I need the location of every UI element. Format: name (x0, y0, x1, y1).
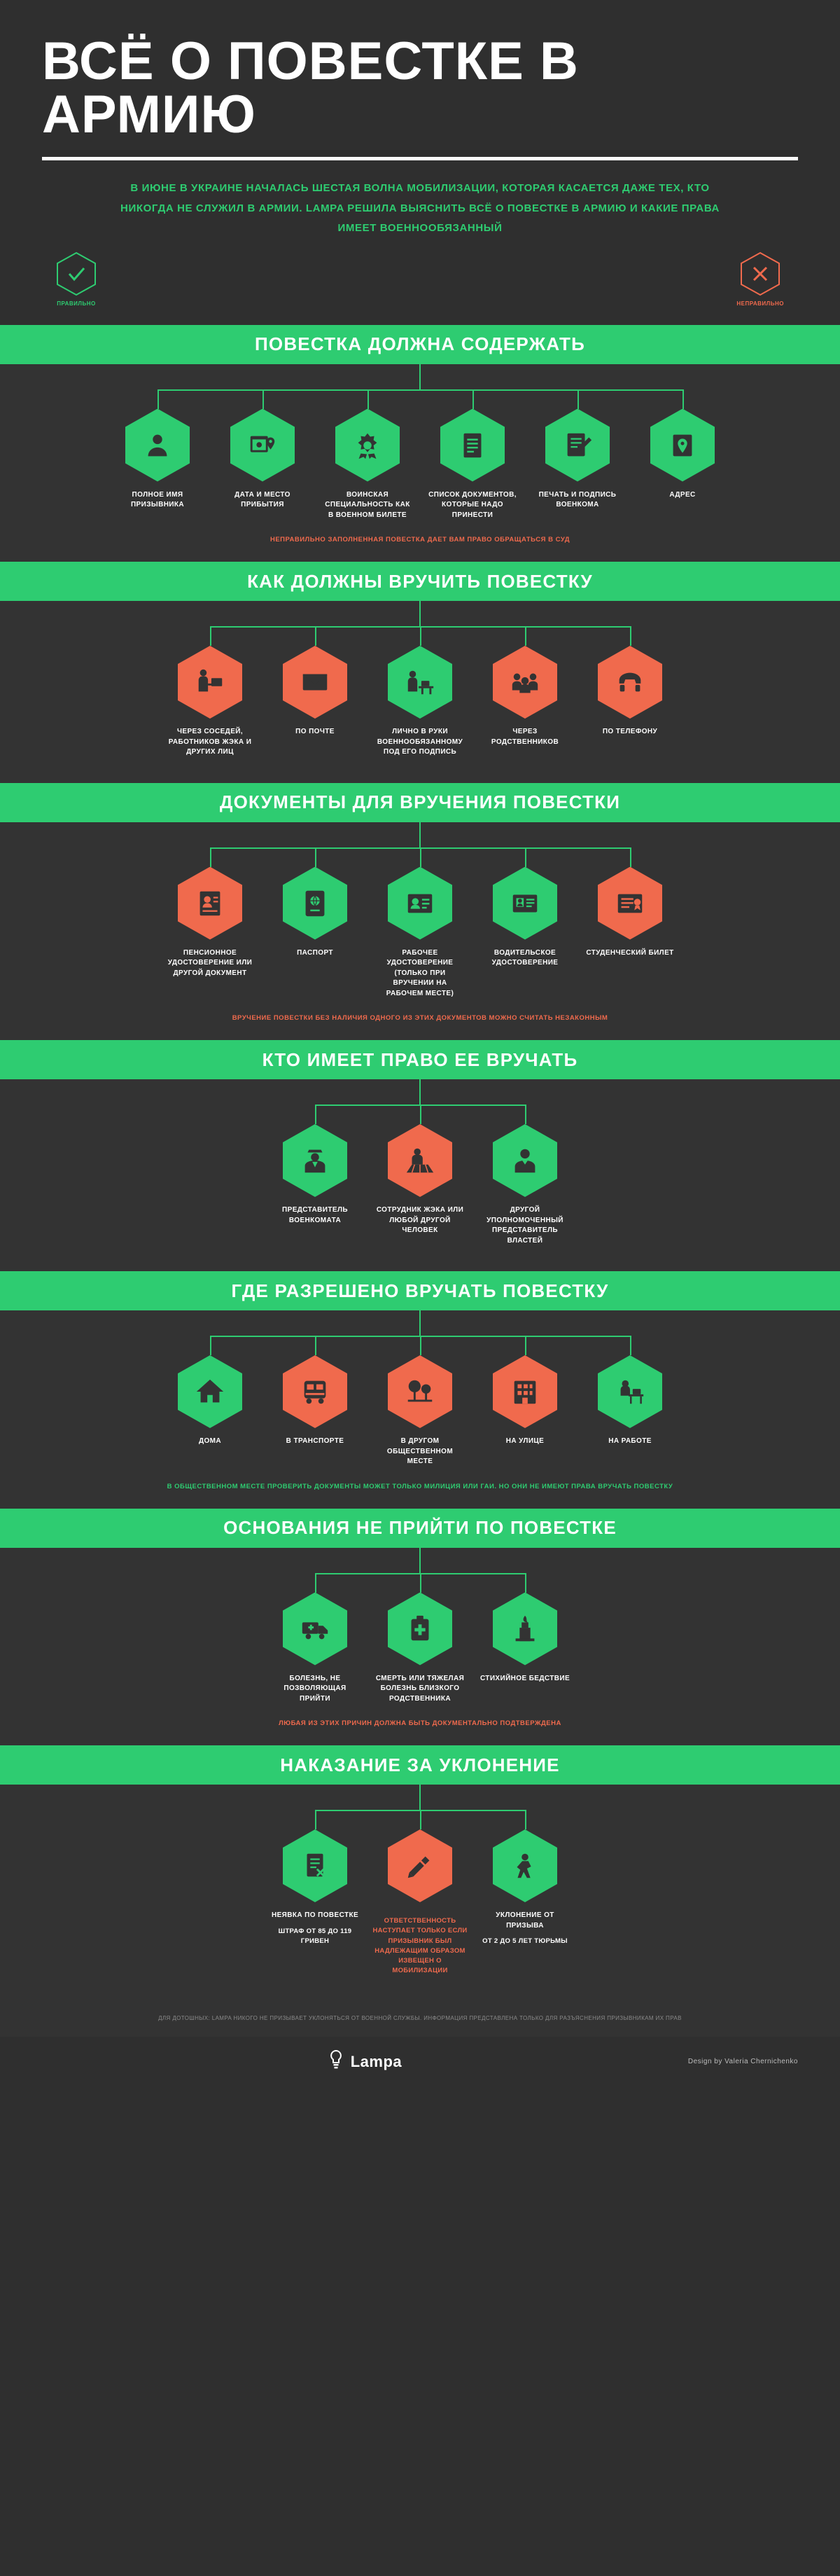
connector-rail (0, 1336, 840, 1355)
brand (328, 2049, 402, 2074)
relatives-icon (493, 646, 557, 719)
item-office-desk (578, 1355, 682, 1447)
item-label: ДОМА (198, 1437, 222, 1445)
legend-correct-hex-icon (56, 251, 97, 296)
item-label: НА РАБОТЕ (608, 1437, 652, 1445)
item-sublabel: ОТ 2 ДО 5 ЛЕТ ТЮРЬМЫ (482, 1937, 568, 1945)
item-evasion (472, 1829, 578, 1946)
item-label: В ТРАНСПОРТЕ (286, 1437, 344, 1445)
section-spacer (0, 758, 840, 776)
section-banner (0, 1271, 840, 1310)
item-stamp-signature (525, 409, 630, 511)
item-label: БОЛЕЗНЬ, НЕ ПОЗВОЛЯЮЩАЯ ПРИЙТИ (284, 1674, 346, 1703)
item-label: ДРУГОЙ УПОЛНОМОЧЕННЫЙ ПРЕДСТАВИТЕЛЬ ВЛАСТЕЙ (486, 1206, 564, 1245)
item-label: ПРЕДСТАВИТЕЛЬ ВОЕНКОМАТА (282, 1206, 348, 1224)
item-street-building (472, 1355, 578, 1447)
item-label: В ДРУГОМ ОБЩЕСТВЕННОМ МЕСТЕ (386, 1437, 454, 1465)
handing-in-person-icon (388, 646, 452, 719)
section-title: КАК ДОЛЖНЫ ВРУЧИТЬ ПОВЕСТКУ (247, 570, 593, 592)
section-5 (0, 1271, 840, 1509)
section-note: ВРУЧЕНИЕ ПОВЕСТКИ БЕЗ НАЛИЧИЯ ОДНОГО ИЗ ЭТИХ ДОКУМЕНТОВ МОЖНО СЧИТАТЬ НЕЗАКОННЫМ (232, 1014, 608, 1022)
person-icon (125, 409, 190, 482)
house-icon (178, 1355, 242, 1428)
section-banner (0, 1040, 840, 1079)
item-student-card (578, 867, 682, 959)
calendar-location-icon (230, 409, 295, 482)
item-calendar-location (210, 409, 315, 511)
items-row (0, 409, 840, 521)
item-label: ПОЛНОЕ ИМЯ ПРИЗЫВНИКА (130, 490, 185, 508)
design-credit: Design by Valeria Chernichenko (687, 2058, 798, 2066)
section-banner (0, 1745, 840, 1785)
item-label: ПЕНСИОННОЕ УДОСТОВЕРЕНИЕ ИЛИ ДРУГОЙ ДОКУМЕНТ (167, 948, 253, 977)
item-bus (262, 1355, 368, 1447)
disclaimer-text: ДЛЯ ДОТОШНЫХ: LAMPA НИКОГО НЕ ПРИЗЫВАЕТ УКЛОНЯТЬСЯ ОТ ВОЕННОЙ СЛУЖБЫ. ИНФОРМАЦИЯ ПРЕДСТАВЛЕНА ТОЛЬКО ДЛЯ РАЗЪЯСНЕНИЯ ПРИЗЫВНИКАМ ИХ ПРАВ (158, 2014, 682, 2021)
section-title: ОСНОВАНИЯ НЕ ПРИЙТИ ПО ПОВЕСТКЕ (223, 1517, 617, 1538)
item-label: СПИСОК ДОКУМЕНТОВ, КОТОРЫЕ НАДО ПРИНЕСТИ (428, 490, 517, 519)
item-label: СОТРУДНИК ЖЭКА ИЛИ ЛЮБОЙ ДРУГОЙ ЧЕЛОВЕК (376, 1206, 464, 1234)
connector-rail (0, 626, 840, 646)
connector-rail (0, 1105, 840, 1124)
items-row (0, 646, 840, 758)
telephone-icon (598, 646, 662, 719)
section-title: ПОВЕСТКА ДОЛЖНА СОДЕРЖАТЬ (255, 333, 585, 354)
section-note: В ОБЩЕСТВЕННОМ МЕСТЕ ПРОВЕРИТЬ ДОКУМЕНТЫ МОЖЕТ ТОЛЬКО МИЛИЦИЯ ИЛИ ГАИ. НО ОНИ НЕ ИМЕЮТ ПРАВА ВРУЧАТЬ ПОВЕСТКУ (167, 1482, 673, 1490)
section-spacer (0, 1246, 840, 1264)
item-label: НА УЛИЦЕ (505, 1437, 545, 1445)
items-row (0, 1355, 840, 1467)
footer (0, 2037, 840, 2092)
item-relatives (472, 646, 578, 747)
id-card-icon (178, 867, 242, 940)
brand-wrap (42, 2049, 688, 2074)
connector-rail (0, 847, 840, 867)
section-7 (0, 1745, 840, 2002)
item-label: УКЛОНЕНИЕ ОТ ПРИЗЫВА (496, 1911, 554, 1930)
connector-rail (0, 389, 840, 409)
street-building-icon (493, 1355, 557, 1428)
items-row (0, 1593, 840, 1705)
item-id-card (158, 867, 262, 979)
legend-correct (56, 251, 97, 307)
section-banner (0, 783, 840, 822)
legend-incorrect-label: НЕПРАВИЛЬНО (736, 300, 784, 307)
item-military-badge (315, 409, 420, 521)
sections-container (0, 325, 840, 2002)
item-telephone (578, 646, 682, 738)
neighbour-handing-icon (178, 646, 242, 719)
worker-icon (388, 1124, 452, 1197)
first-aid-kit-icon (388, 1593, 452, 1666)
connector-line (0, 1548, 840, 1573)
connector-line (0, 1310, 840, 1336)
item-handing-in-person (368, 646, 472, 758)
section-6 (0, 1509, 840, 1746)
officer-icon (283, 1124, 347, 1197)
document-list-icon (440, 409, 505, 482)
passport-icon (283, 867, 347, 940)
section-title: ГДЕ РАЗРЕШЕНО ВРУЧАТЬ ПОВЕСТКУ (231, 1280, 609, 1301)
section-note: ЛЮБАЯ ИЗ ЭТИХ ПРИЧИН ДОЛЖНА БЫТЬ ДОКУМЕНТАЛЬНО ПОДТВЕРЖДЕНА (279, 1719, 561, 1727)
section-spacer (0, 1976, 840, 1995)
item-neighbour-handing (158, 646, 262, 758)
item-label: АДРЕС (669, 490, 696, 499)
item-label: СТИХИЙНОЕ БЕДСТВИЕ (479, 1674, 570, 1682)
item-label: ЧЕРЕЗ РОДСТВЕННИКОВ (491, 728, 559, 746)
work-id-icon (388, 867, 452, 940)
legend-incorrect-hex-icon (740, 251, 780, 296)
lamp-icon (328, 2049, 344, 2074)
authorized-person-icon (493, 1124, 557, 1197)
ambulance-icon (283, 1593, 347, 1666)
brand-name: Lampa (350, 2052, 402, 2070)
bus-icon (283, 1355, 347, 1428)
driver-license-icon (493, 867, 557, 940)
evasion-icon (493, 1829, 557, 1902)
page-title: ВСЁ О ПОВЕСТКЕ В АРМИЮ (42, 32, 579, 144)
stamp-signature-icon (545, 409, 610, 482)
item-work-id (368, 867, 472, 999)
item-first-aid-kit (368, 1593, 472, 1705)
header (0, 0, 840, 325)
title-divider (42, 157, 798, 160)
item-map-pin (630, 409, 735, 501)
item-document-list (420, 409, 525, 521)
items-row (0, 1829, 840, 1976)
item-torn-paper (368, 1829, 472, 1976)
item-officer (262, 1124, 368, 1226)
connector-line (0, 364, 840, 389)
legend-row (42, 251, 798, 325)
item-worker (368, 1124, 472, 1236)
section-banner (0, 325, 840, 364)
connector-rail (0, 1573, 840, 1593)
item-disaster (472, 1593, 578, 1684)
connector-line (0, 1079, 840, 1105)
office-desk-icon (598, 1355, 662, 1428)
item-label: ЛИЧНО В РУКИ ВОЕННООБЯЗАННОМУ ПОД ЕГО ПОДПИСЬ (377, 728, 463, 756)
map-pin-icon (650, 409, 715, 482)
park-icon (388, 1355, 452, 1428)
section-1 (0, 325, 840, 562)
connector-rail (0, 1810, 840, 1829)
torn-paper-icon (388, 1829, 452, 1902)
item-house (158, 1355, 262, 1447)
connector-line (0, 1785, 840, 1810)
item-sublabel: ОТВЕТСТВЕННОСТЬ НАСТУПАЕТ ТОЛЬКО ЕСЛИ ПРИЗЫВНИК БЫЛ НАДЛЕЖАЩИМ ОБРАЗОМ ИЗВЕЩЕН О МОБИЛИЗАЦИИ (372, 1917, 468, 1975)
item-label: ПАСПОРТ (297, 948, 333, 957)
item-driver-license (472, 867, 578, 969)
item-label: ПО ПОЧТЕ (295, 728, 335, 735)
section-title: ДОКУМЕНТЫ ДЛЯ ВРУЧЕНИЯ ПОВЕСТКИ (219, 791, 621, 812)
item-label: ПЕЧАТЬ И ПОДПИСЬ ВОЕНКОМА (538, 490, 617, 508)
item-envelope (262, 646, 368, 738)
item-label: СМЕРТЬ ИЛИ ТЯЖЕЛАЯ БОЛЕЗНЬ БЛИЗКОГО РОДСТВЕННИКА (375, 1674, 465, 1703)
section-title: КТО ИМЕЕТ ПРАВО ЕЕ ВРУЧАТЬ (262, 1048, 578, 1070)
envelope-icon (283, 646, 347, 719)
item-label: ПО ТЕЛЕФОНУ (602, 728, 658, 735)
section-4 (0, 1040, 840, 1271)
header-subtitle: В ИЮНЕ В УКРАИНЕ НАЧАЛАСЬ ШЕСТАЯ ВОЛНА МОБИЛИЗАЦИИ, КОТОРАЯ КАСАЕТСЯ ДАЖЕ ТЕХ, КТО НИКОГДА НЕ СЛУЖИЛ В АРМИИ. LAMPA РЕШИЛА ВЫЯСНИТЬ ВСЁ О ПОВЕСТКЕ В АРМИЮ И КАКИЕ ПРАВА ИМЕЕТ ВОЕННООБЯЗАННЫЙ (120, 182, 720, 234)
item-label: НЕЯВКА ПО ПОВЕСТКЕ (271, 1911, 359, 1919)
section-note: НЕПРАВИЛЬНО ЗАПОЛНЕННАЯ ПОВЕСТКА ДАЕТ ВАМ ПРАВО ОБРАЩАТЬСЯ В СУД (270, 536, 570, 543)
disaster-icon (493, 1593, 557, 1666)
item-no-show (262, 1829, 368, 1946)
item-label: ДАТА И МЕСТО ПРИБЫТИЯ (234, 490, 290, 508)
legend-correct-label: ПРАВИЛЬНО (57, 300, 96, 307)
item-park (368, 1355, 472, 1467)
connector-line (0, 822, 840, 847)
item-sublabel: ШТРАФ ОТ 85 ДО 119 ГРИВЕН (278, 1927, 352, 1945)
no-show-icon (283, 1829, 347, 1902)
item-ambulance (262, 1593, 368, 1705)
item-label: ЧЕРЕЗ СОСЕДЕЙ, РАБОТНИКОВ ЖЭКА И ДРУГИХ ЛИЦ (168, 728, 252, 756)
items-row (0, 1124, 840, 1246)
section-banner (0, 1509, 840, 1548)
item-authorized-person (472, 1124, 578, 1246)
section-3 (0, 783, 840, 1041)
section-2 (0, 562, 840, 783)
item-label: СТУДЕНЧЕСКИЙ БИЛЕТ (586, 948, 674, 957)
section-title: НАКАЗАНИЕ ЗА УКЛОНЕНИЕ (280, 1754, 560, 1775)
section-banner (0, 562, 840, 601)
items-row (0, 867, 840, 999)
item-label: ВОДИТЕЛЬСКОЕ УДОСТОВЕРЕНИЕ (491, 948, 559, 967)
item-passport (262, 867, 368, 959)
connector-line (0, 601, 840, 626)
military-badge-icon (335, 409, 400, 482)
item-person (105, 409, 210, 511)
item-label: ВОИНСКАЯ СПЕЦИАЛЬНОСТЬ КАК В ВОЕННОМ БИЛЕТЕ (325, 490, 410, 519)
student-card-icon (598, 867, 662, 940)
legend-incorrect (736, 251, 784, 307)
item-label: РАБОЧЕЕ УДОСТОВЕРЕНИЕ (ТОЛЬКО ПРИ ВРУЧЕНИИ НА РАБОЧЕМ МЕСТЕ) (386, 948, 454, 997)
